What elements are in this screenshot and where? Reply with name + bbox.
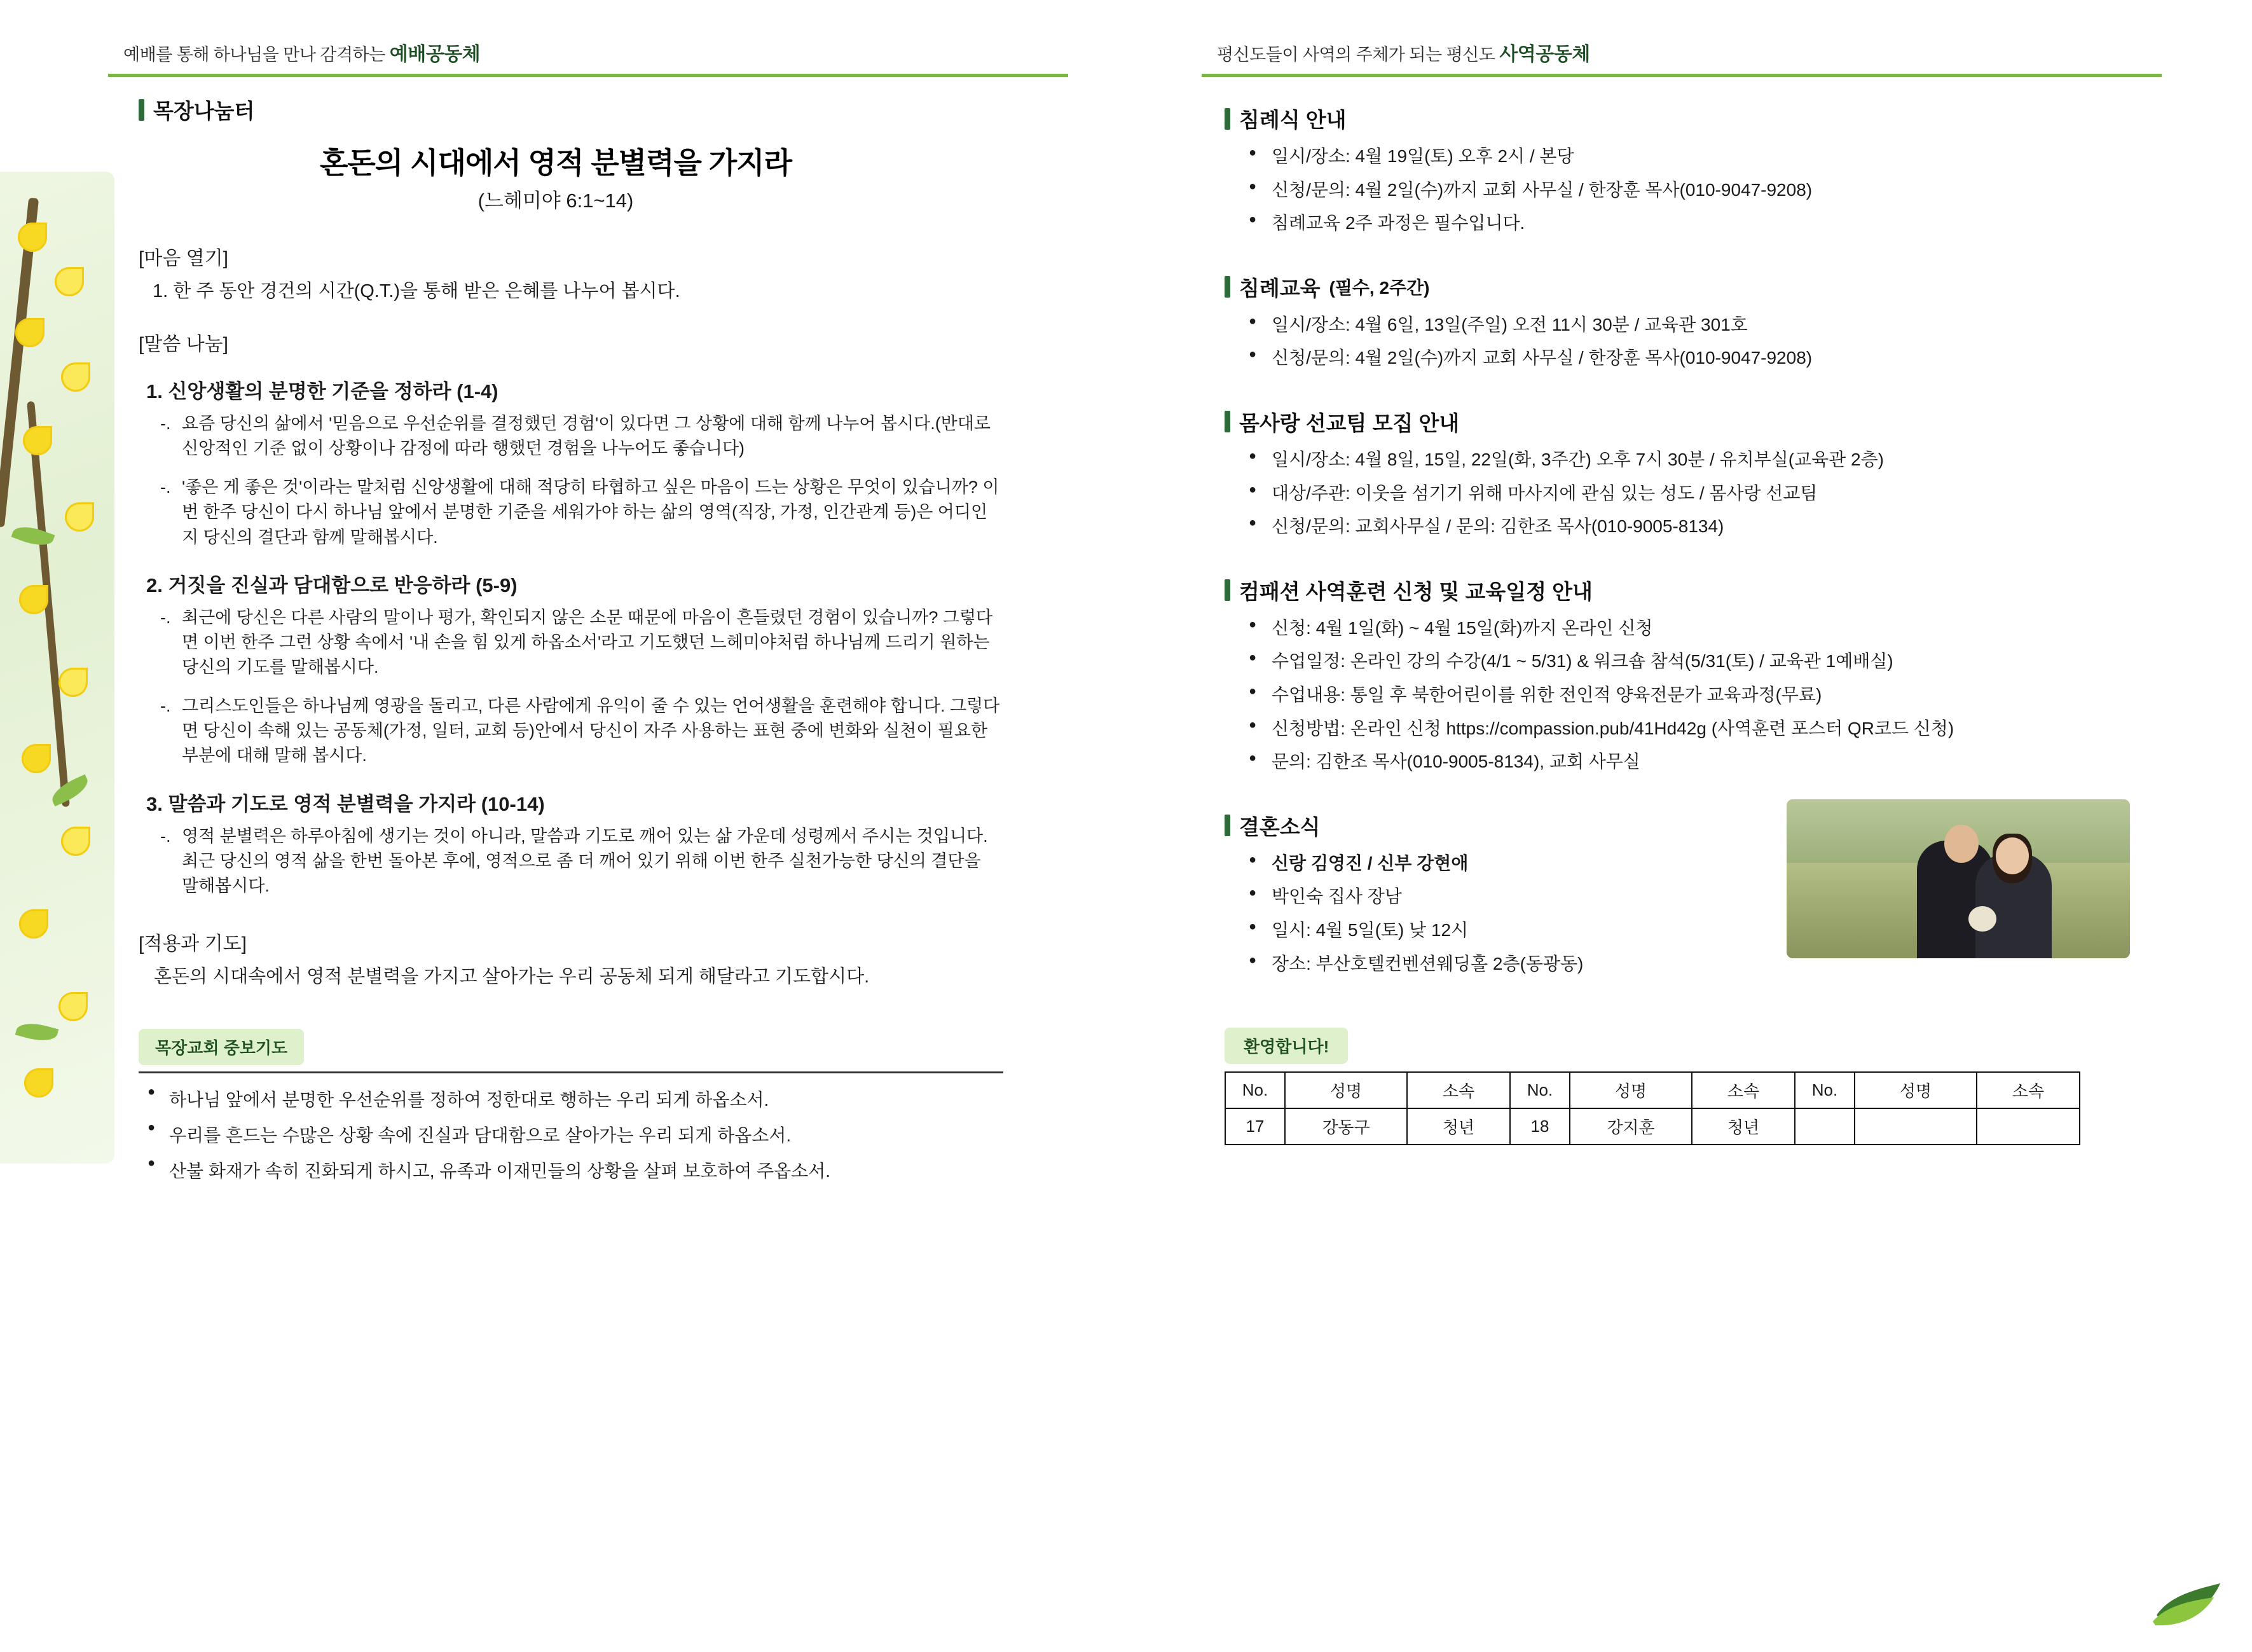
announcement-compassion-title	[1225, 575, 2206, 605]
announcement-baptism	[1225, 104, 2206, 237]
leaf-ornament-icon	[2150, 1571, 2227, 1628]
announcement-item: ● 일시/장소: 4월 19일(토) 오후 2시 / 본당	[1246, 144, 2206, 170]
wedding-couple: ● 신랑 김영진 / 신부 강현애	[1246, 851, 2206, 877]
announcement-title-text: 몸사랑 선교팀 모집 안내	[1239, 411, 1460, 435]
col-name-1: 성명	[1285, 1072, 1407, 1108]
blossom-icon	[61, 827, 90, 856]
welcome-block	[1225, 1028, 2206, 1145]
cell-name-3	[1855, 1108, 1977, 1145]
right-column	[1202, 0, 2206, 1145]
announcement-item: ● 수업내용: 통일 후 북한어린이를 위한 전인적 양육전문가 교육과정(무료)	[1246, 682, 2206, 708]
blossom-icon	[65, 502, 94, 532]
col-no-2: No.	[1510, 1072, 1570, 1108]
announcement-item-link[interactable]: ● 신청방법: 온라인 신청 https://compassion.pub/41Hd42g (사역훈련 포스터 QR코드 신청)	[1246, 716, 2206, 742]
announcement-item: ● 수업일정: 온라인 강의 수강(4/1 ~ 5/31) & 워크숍 참석(5/31(토) / 교육관 1예배실)	[1246, 649, 2206, 675]
welcome-table	[1225, 1071, 2080, 1145]
prayer-item: ● 우리를 흔드는 수많은 상황 속에 진실과 담대함으로 살아가는 우리 되게 하옵소서.	[148, 1122, 1100, 1147]
col-group-3: 소속	[1977, 1072, 2080, 1108]
announcement-item: ● 신청/문의: 교회사무실 / 문의: 김한조 목사(010-9005-8134)	[1246, 514, 2206, 540]
announcement-wedding	[1225, 811, 2206, 977]
prayer-item: ● 하나님 앞에서 분명한 우선순위를 정하여 정한대로 행하는 우리 되게 하옵소서.	[148, 1086, 1100, 1112]
announcement-item: ● 일시/장소: 4월 6일, 13일(주일) 오전 11시 30분 / 교육관 301호	[1246, 312, 2206, 338]
announcement-mission-team-title	[1225, 407, 2206, 437]
announcement-title-sub: (필수, 2주간)	[1329, 278, 1430, 298]
announcement-baptism-class	[1225, 272, 2206, 371]
blossom-icon	[58, 668, 88, 697]
right-column-header	[1202, 38, 2162, 77]
table-header-row	[1225, 1072, 2080, 1108]
cell-no-2: 18	[1510, 1108, 1570, 1145]
col-name-2: 성명	[1570, 1072, 1692, 1108]
blossom-icon	[23, 426, 52, 455]
left-column-header	[108, 38, 1068, 77]
left-body	[108, 77, 1100, 1183]
col-name-3: 성명	[1855, 1072, 1977, 1108]
announcement-compassion	[1225, 575, 2206, 775]
section-title-text: 목장나눔터	[153, 99, 255, 123]
cell-group-1: 청년	[1407, 1108, 1510, 1145]
right-header-thin: 평신도들이 사역의 주체가 되는 평신도	[1217, 45, 1500, 64]
wedding-item: ● 일시: 4월 5일(토) 낮 12시	[1246, 918, 2206, 944]
blossom-icon	[24, 1068, 53, 1098]
announcement-item: ● 일시/장소: 4월 8일, 15일, 22일(화, 3주간) 오후 7시 30분 / 유치부실(교육관 2층)	[1246, 447, 2206, 473]
announcement-baptism-title	[1225, 104, 2206, 134]
leaf-icon	[15, 1019, 59, 1045]
table-row	[1225, 1108, 2080, 1145]
cell-group-3	[1977, 1108, 2080, 1145]
left-column	[108, 0, 1100, 1193]
photo-groom-head	[1944, 825, 1979, 863]
cell-name-1: 강동구	[1285, 1108, 1407, 1145]
scripture-reference: (느헤미야 6:1~14)	[477, 189, 634, 212]
prayer-divider	[139, 1071, 1003, 1073]
cell-no-1: 17	[1225, 1108, 1285, 1145]
word-point-1-heading: 1. 신앙생활의 분명한 기준을 정하라 (1-4)	[146, 380, 498, 403]
announcement-item: ● 침례교육 2주 과정은 필수입니다.	[1246, 210, 2206, 237]
announcement-item: ● 신청/문의: 4월 2일(수)까지 교회 사무실 / 한장훈 목사(010-9047-9208)	[1246, 345, 2206, 371]
apply-heading: [적용과 기도]	[139, 933, 247, 954]
right-header-text	[1202, 38, 2162, 66]
prayer-section-tag: 목장교회 중보기도	[139, 1029, 304, 1065]
section-title-moksang	[139, 95, 1100, 125]
blossom-icon	[61, 362, 90, 392]
announcement-item: ● 신청/문의: 4월 2일(수)까지 교회 사무실 / 한장훈 목사(010-9047-9208)	[1246, 177, 2206, 203]
announcement-title-text: 침례교육	[1239, 276, 1321, 300]
prayer-item: ● 산불 화재가 속히 진화되게 하시고, 유족과 이재민들의 상황을 살펴 보호하여 주옵소서.	[148, 1157, 1100, 1183]
right-body	[1202, 77, 2206, 1145]
blossom-icon	[55, 267, 84, 296]
left-header-text	[108, 38, 1068, 66]
announcement-item: ● 대상/주관: 이웃을 섬기기 위해 마사지에 관심 있는 성도 / 몸사랑 선교팀	[1246, 481, 2206, 507]
cell-no-3	[1795, 1108, 1855, 1145]
word-point-1-sub-1: -. 요즘 당신의 삶에서 '믿음으로 우선순위를 결정했던 경험'이 있다면 그 상황에 대해 함께 나누어 봅시다.(반대로 신앙적인 기준 없이 상황이나 감정에 따라 행했던 경험을 나누어도 좋습니다)	[182, 411, 1002, 461]
leaf-icon	[11, 521, 55, 551]
announcement-item: ● 문의: 김한조 목사(010-9005-8134), 교회 사무실	[1246, 749, 2206, 775]
word-point-2-heading: 2. 거짓을 진실과 담대함으로 반응하라 (5-9)	[146, 574, 518, 596]
word-point-3-heading: 3. 말씀과 기도로 영적 분별력을 가지라 (10-14)	[146, 792, 545, 815]
photo-bride-head	[1996, 837, 2029, 874]
wedding-photo	[1787, 799, 2130, 958]
announcement-mission-team	[1225, 407, 2206, 540]
leaf-icon	[48, 774, 92, 807]
open-heart-item: 1. 한 주 동안 경건의 시간(Q.T.)을 통해 받은 은혜를 나누어 봅시다.	[153, 281, 680, 301]
page-title: 혼돈의 시대에서 영적 분별력을 가지라	[319, 146, 792, 179]
word-share-heading: [말씀 나눔]	[139, 334, 228, 355]
right-header-bold: 사역공동체	[1499, 44, 1590, 65]
announcement-baptism-class-title	[1225, 272, 2206, 302]
blossom-icon	[58, 992, 88, 1021]
cell-name-2: 강지훈	[1570, 1108, 1692, 1145]
announcement-item: ● 신청: 4월 1일(화) ~ 4월 15일(화)까지 온라인 신청	[1246, 616, 2206, 642]
announcement-title-text: 컴패션 사역훈련 신청 및 교육일정 안내	[1239, 579, 1593, 603]
open-heart-heading: [마음 열기]	[139, 248, 228, 269]
col-no-1: No.	[1225, 1072, 1285, 1108]
col-group-1: 소속	[1407, 1072, 1510, 1108]
decorative-side-panel	[0, 172, 114, 1164]
announcement-title-text: 결혼소식	[1239, 815, 1321, 839]
welcome-tag: 환영합니다!	[1225, 1028, 1348, 1064]
blossom-icon	[19, 909, 48, 939]
apply-text: 혼돈의 시대속에서 영적 분별력을 가지고 살아가는 우리 공동체 되게 해달라고 기도합시다.	[154, 966, 870, 987]
blossom-icon	[15, 318, 45, 347]
cell-group-2: 청년	[1692, 1108, 1795, 1145]
blossom-icon	[18, 223, 47, 252]
word-point-2-sub-1: -. 최근에 당신은 다른 사람의 말이나 평가, 확인되지 않은 소문 때문에 마음이 흔들렸던 경험이 있습니까? 그렇다면 이번 한주 그런 상황 속에서 '내 손을 힘 있게 하옵소서'라고 기도했던 느헤미야처럼 하나님께 드리기 원하는 당신의 기도를 말해봅시다.	[182, 605, 1002, 680]
blossom-icon	[19, 585, 48, 614]
wedding-item: ● 장소: 부산호텔컨벤션웨딩홀 2층(동광동)	[1246, 951, 2206, 977]
photo-bouquet	[1968, 906, 1996, 932]
blossom-icon	[22, 744, 51, 773]
col-no-3: No.	[1795, 1072, 1855, 1108]
word-point-1-sub-2: -. '좋은 게 좋은 것'이라는 말처럼 신앙생활에 대해 적당히 타협하고 싶은 마음이 드는 상황은 무엇이 있습니까? 이번 한주 당신이 다시 하나님 앞에서 분명한 기준을 세워가야 하는 삶의 영역(직장, 가정, 인간관계 등)은 어디인지 당신의 결단과 함께 말해봅시다.	[182, 475, 1002, 549]
wedding-item: ● 박인숙 집사 장남	[1246, 884, 2206, 910]
left-header-thin: 예배를 통해 하나님을 만나 감격하는	[123, 45, 390, 64]
word-point-3-sub-1: -. 영적 분별력은 하루아침에 생기는 것이 아니라, 말씀과 기도로 깨어 있는 삶 가운데 성령께서 주시는 것입니다. 최근 당신의 영적 삶을 한번 돌아본 후에, 영적으로 좀 더 깨어 있기 위해 이번 한주 실천가능한 당신의 결단을 말해봅시다.	[182, 824, 1002, 898]
word-point-2-sub-2: -. 그리스도인들은 하나님께 영광을 돌리고, 다른 사람에게 유익이 줄 수 있는 언어생활을 훈련해야 합니다. 그렇다면 당신이 속해 있는 공동체(가정, 일터, 교회 등)안에서 당신이 자주 사용하는 표현 중에 변화와 실천이 필요한 부분에 대해 말해 봅시다.	[182, 694, 1002, 768]
col-group-2: 소속	[1692, 1072, 1795, 1108]
left-header-bold: 예배공동체	[389, 44, 481, 65]
announcement-title-text: 침례식 안내	[1239, 108, 1347, 132]
